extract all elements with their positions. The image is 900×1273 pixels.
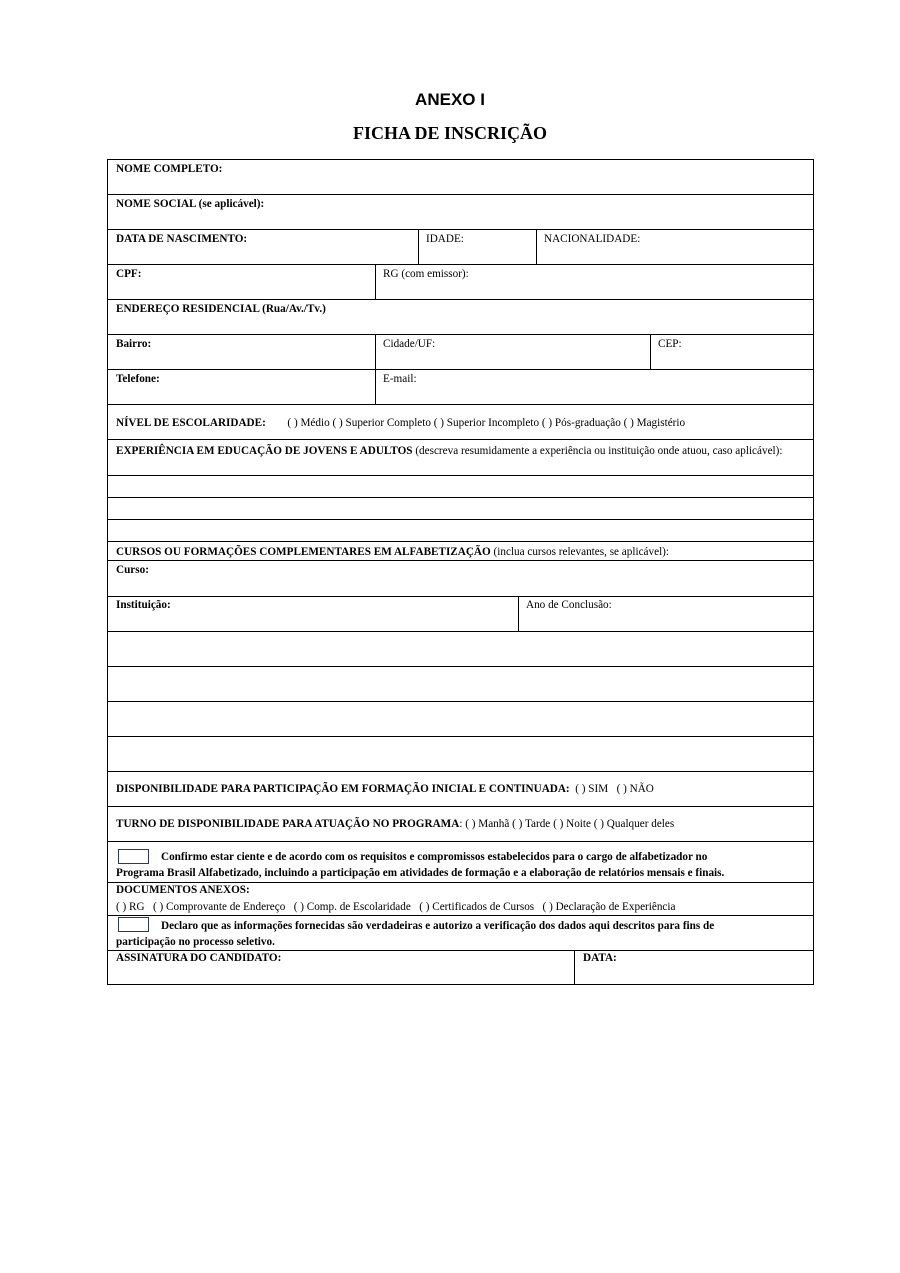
row-divider (108, 806, 813, 807)
row-divider (108, 631, 813, 632)
experience-row (116, 445, 806, 458)
row-divider (108, 736, 813, 737)
declare-checkbox[interactable] (118, 917, 149, 932)
row-divider (108, 404, 813, 405)
completion-year-field[interactable]: Ano de Conclusão: (526, 599, 612, 611)
zip-code-field[interactable]: CEP: (658, 338, 682, 350)
attachments-options[interactable]: ( ) RG ( ) Comprovante de Endereço ( ) Comp. de Escolaridade ( ) Certificados de Cursos ( ) Declaração de Experiência (116, 901, 676, 913)
rg-field[interactable]: RG (com emissor): (383, 268, 469, 280)
education-level-row (116, 417, 685, 430)
row-divider (108, 950, 813, 951)
education-level-options[interactable]: ( ) Médio ( ) Superior Completo ( ) Superior Incompleto ( ) Pós-graduação ( ) Magistério (287, 417, 686, 429)
availability-row (116, 783, 654, 796)
row-divider (108, 915, 813, 916)
row-divider (108, 334, 813, 335)
shift-options[interactable]: : ( ) Manhã ( ) Tarde ( ) Noite ( ) Qualquer deles (459, 818, 675, 830)
row-divider (108, 369, 813, 370)
row-divider (108, 229, 813, 230)
course-field[interactable]: Curso: (116, 564, 149, 576)
row-divider (108, 560, 813, 561)
shift-label: TURNO DE DISPONIBILIDADE PARA ATUAÇÃO NO PROGRAMA (116, 818, 460, 830)
social-name-field[interactable]: NOME SOCIAL (se aplicável): (116, 198, 265, 210)
cpf-field[interactable]: CPF: (116, 268, 142, 280)
form-title: FICHA DE INSCRIÇÃO (352, 123, 548, 143)
annex-title: ANEXO I (415, 90, 485, 109)
shift-row (116, 818, 674, 831)
experience-label: EXPERIÊNCIA EM EDUCAÇÃO DE JOVENS E ADULTOS (116, 445, 413, 457)
date-field[interactable]: DATA: (583, 952, 617, 964)
row-divider (108, 497, 813, 498)
row-divider (108, 771, 813, 772)
availability-options[interactable]: ( ) SIM ( ) NÃO (569, 783, 654, 795)
row-divider (108, 541, 813, 542)
row-divider (108, 475, 813, 476)
row-divider (108, 299, 813, 300)
col-divider (375, 334, 376, 369)
row-divider (108, 194, 813, 195)
age-field[interactable]: IDADE: (426, 233, 464, 245)
col-divider (518, 596, 519, 631)
row-divider (108, 841, 813, 842)
phone-field[interactable]: Telefone: (116, 373, 160, 385)
row-divider (108, 439, 813, 440)
col-divider (418, 229, 419, 264)
city-state-field[interactable]: Cidade/UF: (383, 338, 436, 350)
availability-label: DISPONIBILIDADE PARA PARTICIPAÇÃO EM FORMAÇÃO INICIAL E CONTINUADA: (116, 783, 570, 795)
row-divider (108, 596, 813, 597)
row-divider (108, 519, 813, 520)
courses-label: CURSOS OU FORMAÇÕES COMPLEMENTARES EM ALFABETIZAÇÃO (116, 546, 491, 558)
signature-field[interactable]: ASSINATURA DO CANDIDATO: (116, 952, 282, 964)
col-divider (574, 950, 575, 985)
address-field[interactable]: ENDEREÇO RESIDENCIAL (Rua/Av./Tv.) (116, 303, 326, 315)
institution-field[interactable]: Instituição: (116, 599, 171, 611)
courses-row (116, 546, 669, 559)
confirm-checkbox[interactable] (118, 849, 149, 864)
declare-line-1: Declaro que as informações fornecidas são verdadeiras e autorizo a verificação dos dados aqui descritos para fins de (161, 920, 715, 932)
row-divider (108, 701, 813, 702)
col-divider (375, 264, 376, 299)
education-level-label: NÍVEL DE ESCOLARIDADE: (116, 417, 266, 429)
nationality-field[interactable]: NACIONALIDADE: (544, 233, 641, 245)
row-divider (108, 882, 813, 883)
birth-date-field[interactable]: DATA DE NASCIMENTO: (116, 233, 248, 245)
neighborhood-field[interactable]: Bairro: (116, 338, 152, 350)
col-divider (536, 229, 537, 264)
declare-line-2: participação no processo seletivo. (116, 936, 275, 948)
col-divider (375, 369, 376, 404)
col-divider (650, 334, 651, 369)
confirm-line-1: Confirmo estar ciente e de acordo com os requisitos e compromissos estabelecidos para o cargo de alfabetizador no (161, 851, 708, 863)
experience-note: (descreva resumidamente a experiência ou instituição onde atuou, caso aplicável): (412, 445, 783, 457)
row-divider (108, 264, 813, 265)
registration-form (107, 159, 814, 985)
courses-note: (inclua cursos relevantes, se aplicável): (490, 546, 670, 558)
attachments-label: DOCUMENTOS ANEXOS: (116, 884, 250, 896)
confirm-line-2: Programa Brasil Alfabetizado, incluindo a participação em atividades de formação e a elaboração de relatórios mensais e finais. (116, 867, 725, 879)
email-field[interactable]: E-mail: (383, 373, 417, 385)
full-name-field[interactable]: NOME COMPLETO: (116, 163, 223, 175)
row-divider (108, 666, 813, 667)
